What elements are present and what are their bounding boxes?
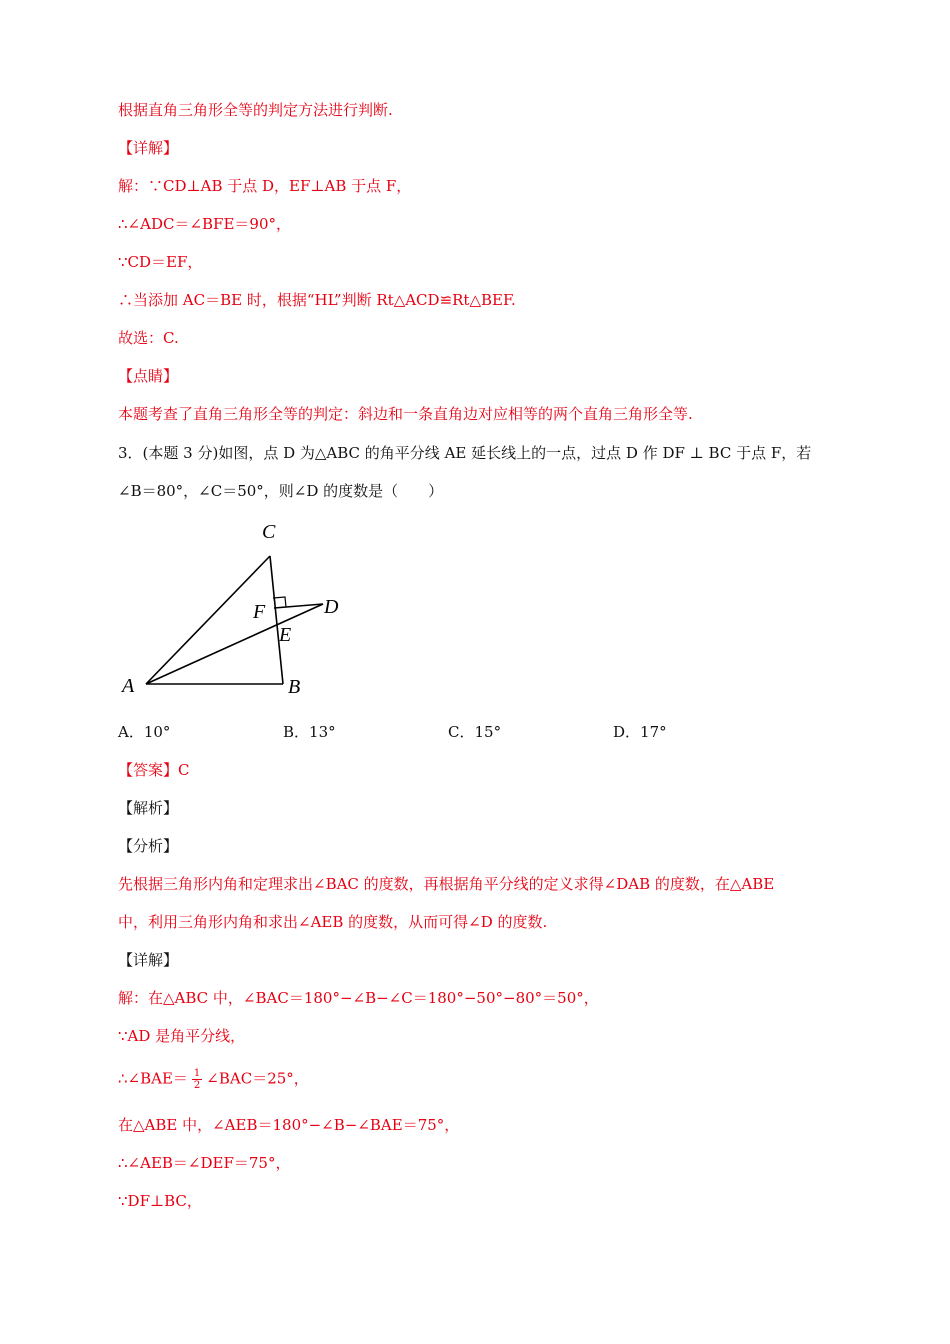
- text-line: ∵AD 是角平分线，: [118, 1027, 246, 1045]
- text-line: ∵CD＝EF，: [118, 253, 203, 271]
- label-c: C: [262, 521, 276, 543]
- triangle-diagram: [112, 518, 352, 698]
- option-c: C．15°: [448, 723, 502, 741]
- option-a: A．10°: [118, 723, 171, 741]
- text-line: 解：∵CD⊥AB 于点 D，EF⊥AB 于点 F，: [118, 177, 412, 195]
- question-text: 3．(本题 3 分)如图，点 D 为△ABC 的角平分线 AE 延长线上的一点，过点 D 作 DF ⊥ BC 于点 F，若: [118, 444, 812, 462]
- section-heading: 【分析】: [118, 837, 179, 855]
- fraction-numerator: 1: [193, 1068, 201, 1079]
- label-f: F: [253, 601, 266, 623]
- segment-cb: [270, 556, 283, 684]
- text-line: 先根据三角形内角和定理求出∠BAC 的度数，再根据角平分线的定义求得∠DAB 的度数，在△ABE: [118, 875, 775, 893]
- section-heading: 【点睛】: [118, 367, 179, 385]
- label-d: D: [324, 596, 339, 618]
- text-line: 根据直角三角形全等的判定方法进行判断.: [118, 101, 393, 119]
- segment-ad: [146, 604, 323, 684]
- text-line: ∴当添加 AC＝BE 时，根据“HL”判断 Rt△ACD≌Rt△BEF.: [118, 291, 516, 309]
- text-segment: ∠BAC＝25°，: [206, 1069, 309, 1088]
- fraction: [192, 1068, 202, 1091]
- segment-ac: [146, 556, 270, 684]
- text-line: 在△ABE 中，∠AEB＝180°−∠B−∠BAE＝75°，: [118, 1116, 460, 1134]
- geometry-figure: [112, 518, 352, 698]
- fraction-denominator: 2: [193, 1080, 201, 1091]
- option-d: D．17°: [613, 723, 667, 741]
- text-line-fraction: [118, 1068, 309, 1091]
- text-line: ∵DF⊥BC，: [118, 1192, 202, 1210]
- text-line: 故选：C.: [118, 329, 179, 347]
- text-line: ∴∠ADC＝∠BFE＝90°，: [118, 215, 291, 233]
- label-b: B: [288, 676, 301, 698]
- text-segment: ∴∠BAE＝: [118, 1069, 188, 1088]
- label-e: E: [279, 624, 292, 646]
- question-text: ∠B＝80°，∠C＝50°，则∠D 的度数是（ ）: [118, 482, 444, 500]
- option-b: B．13°: [283, 723, 336, 741]
- section-heading: 【详解】: [118, 951, 179, 969]
- label-a: A: [122, 675, 135, 697]
- text-line: 中，利用三角形内角和求出∠AEB 的度数，从而可得∠D 的度数.: [118, 913, 548, 931]
- section-heading: 【解析】: [118, 799, 179, 817]
- text-line: 本题考查了直角三角形全等的判定：斜边和一条直角边对应相等的两个直角三角形全等.: [118, 405, 693, 423]
- answer-line: 【答案】C: [118, 761, 190, 779]
- section-heading: 【详解】: [118, 139, 179, 157]
- text-line: ∴∠AEB＝∠DEF＝75°，: [118, 1154, 291, 1172]
- text-line: 解：在△ABC 中，∠BAC＝180°−∠B−∠C＝180°−50°−80°＝50°，: [118, 989, 599, 1007]
